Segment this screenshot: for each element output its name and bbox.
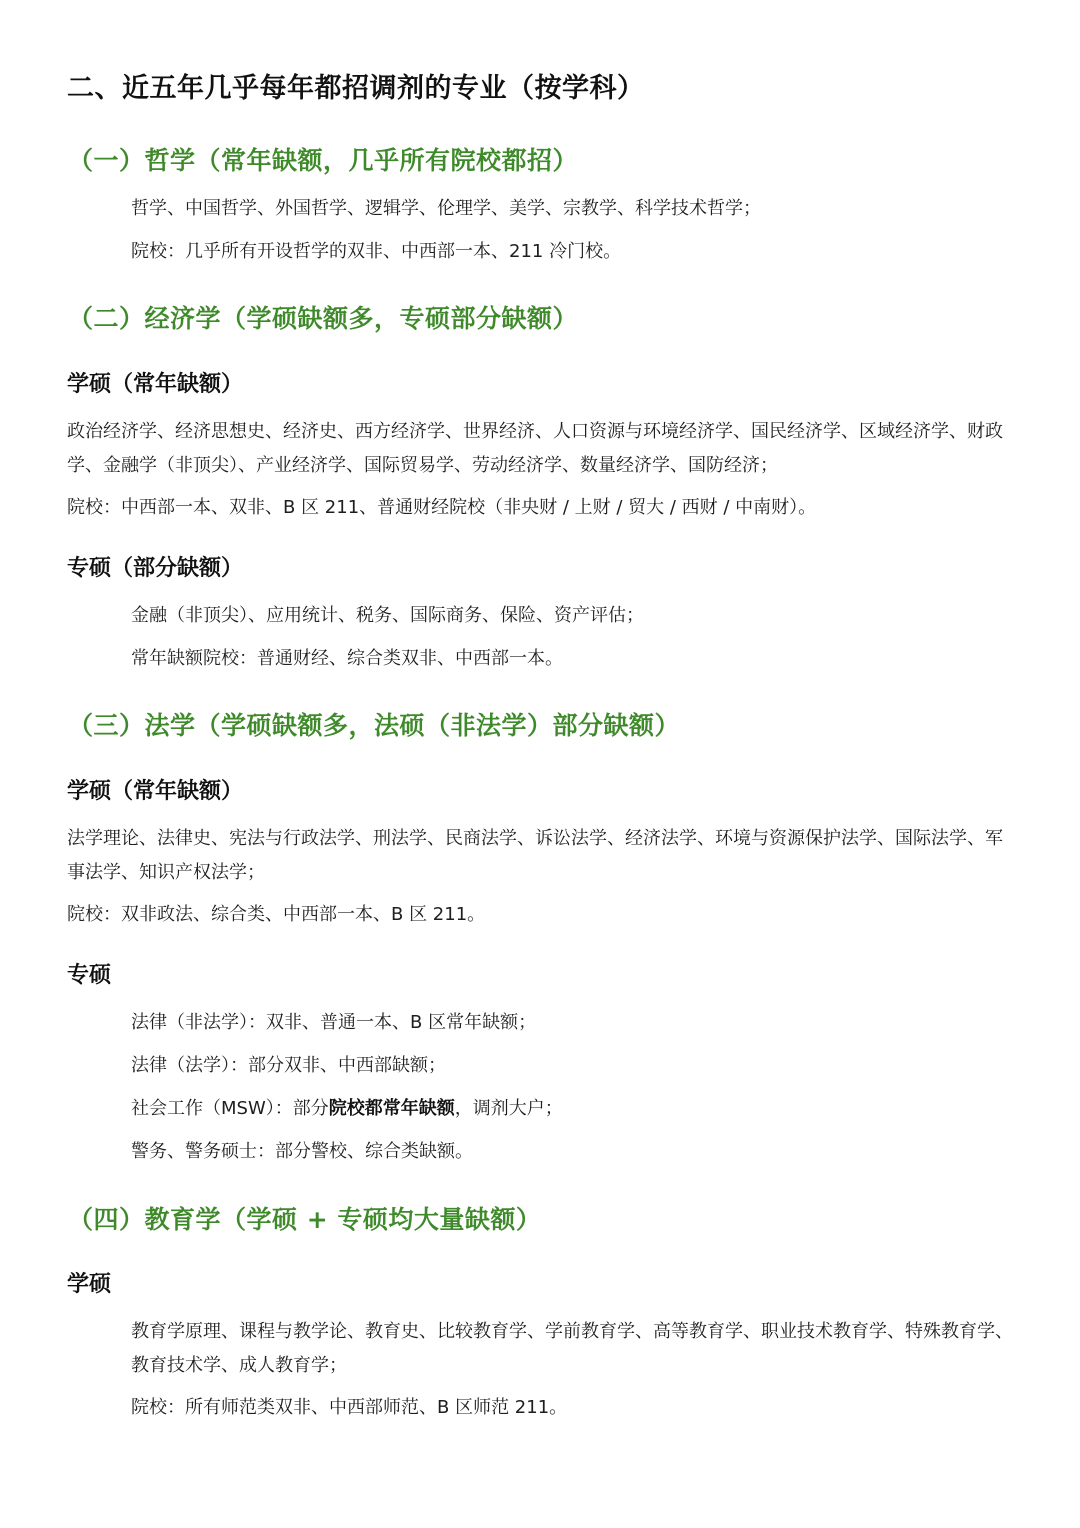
law-pro-item: 法律（法学）：部分双非、中西部缺额；	[131, 1055, 446, 1076]
economics-academic-schools: 院校：中西部一本、双非、B 区 211、普通财经院校（非央财 / 上财 / 贸大 / 西财 / 中南财）。	[67, 497, 817, 518]
msw-emphasis: 院校都常年缺额	[328, 1098, 455, 1119]
law-pro-item-msw	[131, 1092, 563, 1126]
msw-suffix: ，调剂大户；	[454, 1098, 563, 1119]
economics-pro-heading: 专硕（部分缺额）	[67, 556, 244, 581]
law-pro-item-police: 警务、警务硕士：部分警校、综合类缺额。	[131, 1141, 473, 1162]
economics-academic-majors: 政治经济学、经济思想史、经济史、西方经济学、世界经济、人口资源与环境经济学、国民经济学、区域经济学、财政学、金融学（非顶尖）、产业经济学、国际贸易学、劳动经济学、数量经济学、国防经济；	[67, 421, 1003, 476]
section-heading-education: （四）教育学（学硕 + 专硕均大量缺额）	[68, 1205, 542, 1234]
law-pro-heading: 专硕	[67, 963, 112, 988]
economics-pro-schools: 常年缺额院校：普通财经、综合类双非、中西部一本。	[131, 648, 563, 669]
philosophy-schools: 院校：几乎所有开设哲学的双非、中西部一本、211 冷门校。	[131, 241, 622, 262]
law-pro-item: 法律（非法学）：双非、普通一本、B 区常年缺额；	[131, 1012, 537, 1033]
education-academic-heading: 学硕	[67, 1272, 112, 1297]
section-heading-philosophy: （一）哲学（常年缺额，几乎所有院校都招）	[68, 146, 579, 175]
section-heading-economics: （二）经济学（学硕缺额多，专硕部分缺额）	[68, 304, 579, 333]
philosophy-majors: 哲学、中国哲学、外国哲学、逻辑学、伦理学、美学、宗教学、科学技术哲学；	[131, 198, 761, 219]
msw-prefix: 社会工作（MSW）：部分	[131, 1098, 329, 1119]
education-academic-schools: 院校：所有师范类双非、中西部师范、B 区师范 211。	[131, 1397, 568, 1418]
economics-pro-majors: 金融（非顶尖）、应用统计、税务、国际商务、保险、资产评估；	[131, 605, 644, 626]
law-academic-majors: 法学理论、法律史、宪法与行政法学、刑法学、民商法学、诉讼法学、经济法学、环境与资源保护法学、国际法学、军事法学、知识产权法学；	[67, 828, 1003, 883]
law-academic-schools: 院校：双非政法、综合类、中西部一本、B 区 211。	[67, 904, 486, 925]
section-heading-law: （三）法学（学硕缺额多，法硕（非法学）部分缺额）	[68, 711, 681, 740]
economics-academic-heading: 学硕（常年缺额）	[67, 372, 244, 397]
law-academic-heading: 学硕（常年缺额）	[67, 779, 244, 804]
page-title: 二、近五年几乎每年都招调剂的专业（按学科）	[67, 73, 645, 104]
education-academic-majors: 教育学原理、课程与教学论、教育史、比较教育学、学前教育学、高等教育学、职业技术教育学、特殊教育学、教育技术学、成人教育学；	[131, 1321, 1013, 1376]
